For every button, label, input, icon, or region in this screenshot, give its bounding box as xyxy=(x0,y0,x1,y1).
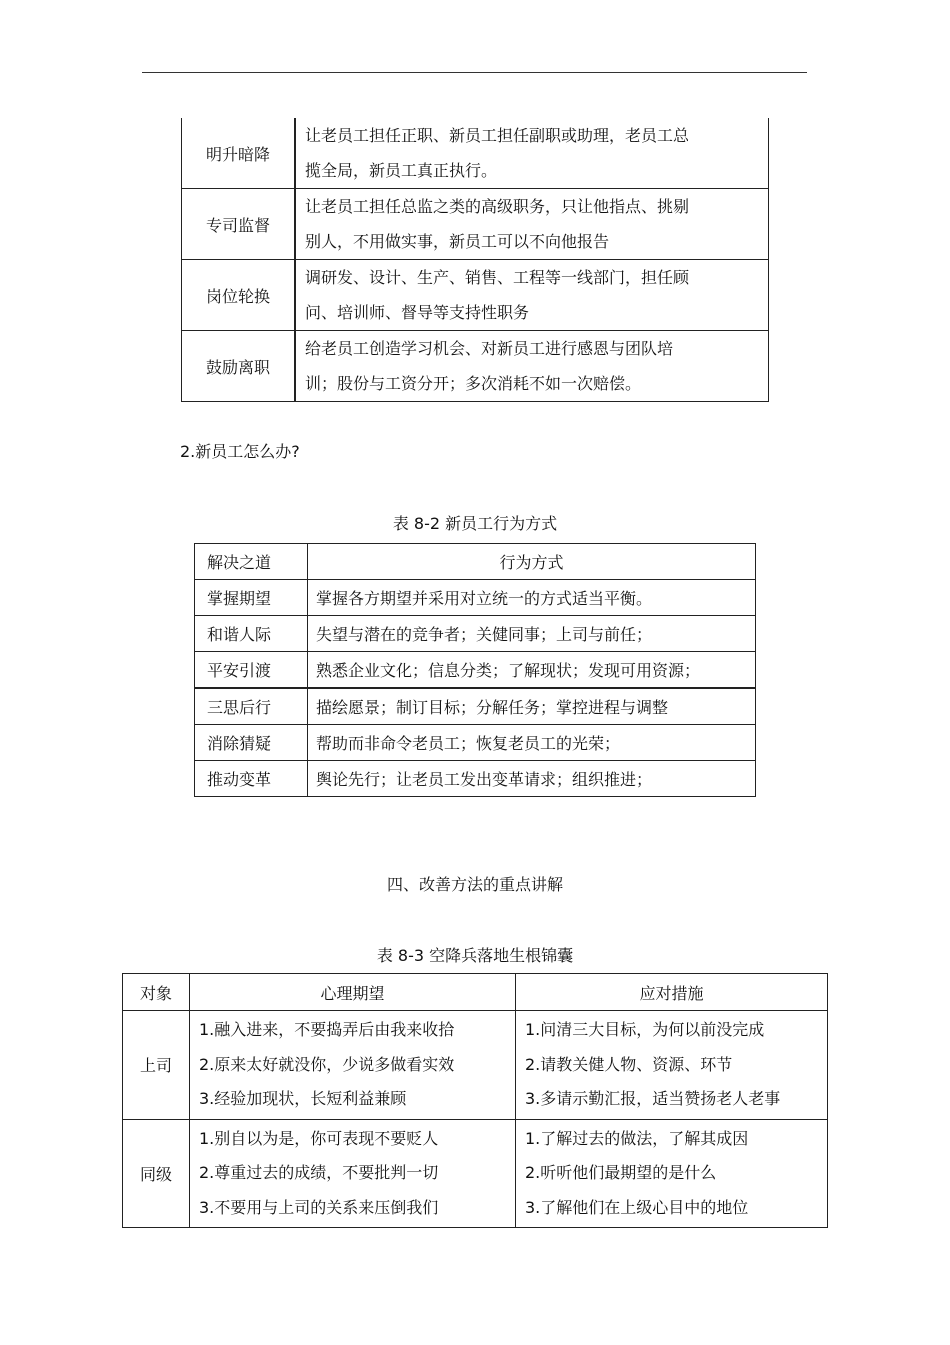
old-employee-measures-table xyxy=(181,118,769,402)
table-row xyxy=(182,189,769,260)
cell: 帮助而非命令老员工；恢复老员工的光荣； xyxy=(308,725,756,761)
row-text: 调研发、设计、生产、销售、工程等一线部门，担任顾 问、培训师、督导等支持性职务 xyxy=(295,260,769,331)
table-row xyxy=(195,616,756,652)
row-label: 岗位轮换 xyxy=(182,260,296,331)
cell: 描绘愿景；制订目标；分解任务；掌控进程与调整 xyxy=(308,688,756,725)
table-row xyxy=(195,688,756,725)
row-label: 专司监督 xyxy=(182,189,296,260)
cell: 熟悉企业文化；信息分类；了解现状；发现可用资源； xyxy=(308,652,756,689)
cell: 三思后行 xyxy=(195,688,308,725)
header-rule xyxy=(142,72,807,73)
object-cell: 同级 xyxy=(123,1119,190,1228)
row-text: 让老员工担任总监之类的高级职务，只让他指点、挑剔 别人，不用做实事，新员工可以不向他报告 xyxy=(295,189,769,260)
row-label: 明升暗降 xyxy=(182,118,296,189)
table-row xyxy=(182,260,769,331)
cell: 舆论先行；让老员工发出变革请求；组织推进； xyxy=(308,761,756,797)
row-text: 给老员工创造学习机会、对新员工进行感恩与团队培 训；股份与工资分开；多次消耗不如一次赔偿。 xyxy=(295,331,769,402)
section-heading-new-employee: 2.新员工怎么办? xyxy=(180,442,300,461)
section-heading-improvement: 四、改善方法的重点讲解 xyxy=(386,875,563,894)
table-header-row xyxy=(195,544,756,580)
header-cell: 解决之道 xyxy=(195,544,308,580)
cell: 掌握各方期望并采用对立统一的方式适当平衡。 xyxy=(308,580,756,616)
cell: 平安引渡 xyxy=(195,652,308,689)
cell: 和谐人际 xyxy=(195,616,308,652)
row-text: 让老员工担任正职、新员工担任副职或助理，老员工总 揽全局，新员工真正执行。 xyxy=(295,118,769,189)
row-label: 鼓励离职 xyxy=(182,331,296,402)
table-row xyxy=(195,652,756,689)
table-row xyxy=(182,331,769,402)
measure-cell: 1.问清三大目标，为何以前没完成 2.请教关健人物、资源、环节 3.多请示勤汇报，适当赞扬老人老事 xyxy=(516,1011,828,1120)
table2-caption: 表 8-2 新员工行为方式 xyxy=(392,514,558,533)
table-row xyxy=(123,1011,828,1120)
expectation-cell: 1.别自以为是，你可表现不要贬人 2.尊重过去的成绩，不要批判一切 3.不要用与上司的关系来压倒我们 xyxy=(190,1119,516,1228)
table-row xyxy=(182,118,769,189)
table-row xyxy=(195,725,756,761)
header-cell: 行为方式 xyxy=(308,544,756,580)
table3-caption: 表 8-3 空降兵落地生根锦囊 xyxy=(376,946,574,965)
object-cell: 上司 xyxy=(123,1011,190,1120)
header-cell: 心理期望 xyxy=(190,974,516,1011)
table-row xyxy=(195,580,756,616)
table-row xyxy=(123,1119,828,1228)
expectation-cell: 1.融入进来，不要捣弄后由我来收拾 2.原来太好就没你，少说多做看实效 3.经验加现状，长短利益兼顾 xyxy=(190,1011,516,1120)
paratrooper-tips-table xyxy=(122,973,828,1228)
table-row xyxy=(195,761,756,797)
cell: 掌握期望 xyxy=(195,580,308,616)
table-header-row xyxy=(123,974,828,1011)
cell: 消除猜疑 xyxy=(195,725,308,761)
cell: 失望与潜在的竞争者；关健同事；上司与前任； xyxy=(308,616,756,652)
cell: 推动变革 xyxy=(195,761,308,797)
measure-cell: 1.了解过去的做法，了解其成因 2.听听他们最期望的是什么 3.了解他们在上级心目中的地位 xyxy=(516,1119,828,1228)
new-employee-behavior-table xyxy=(194,543,756,797)
header-cell: 应对措施 xyxy=(516,974,828,1011)
header-cell: 对象 xyxy=(123,974,190,1011)
